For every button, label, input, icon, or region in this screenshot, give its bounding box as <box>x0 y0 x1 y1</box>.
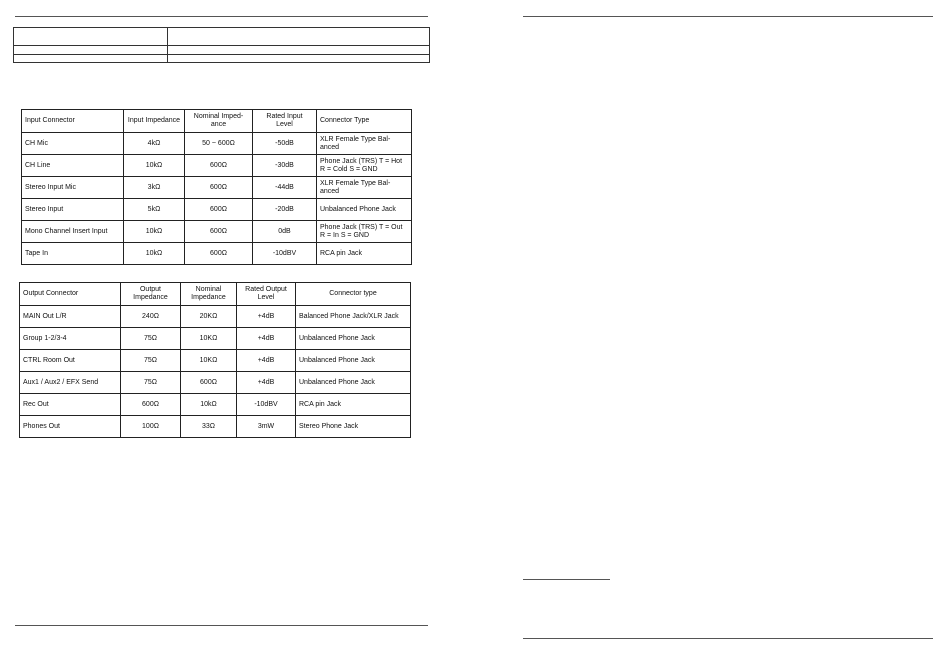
impedance-cell: 10kΩ <box>124 221 185 243</box>
header-cell: Output Impedance <box>121 283 181 306</box>
nominal-cell: 600Ω <box>185 243 253 265</box>
table-row <box>22 221 412 243</box>
nominal-cell: 33Ω <box>181 416 237 438</box>
level-cell: +4dB <box>237 306 296 328</box>
type-cell: Balanced Phone Jack/XLR Jack <box>296 306 411 328</box>
connector-cell: Group 1-2/3-4 <box>20 328 121 350</box>
level-cell: 0dB <box>253 221 317 243</box>
right-footer-rule <box>523 638 933 639</box>
level-cell: +4dB <box>237 350 296 372</box>
table-row <box>22 243 412 265</box>
type-cell: Unbalanced Phone Jack <box>296 350 411 372</box>
impedance-cell: 10kΩ <box>124 243 185 265</box>
input-connector-table <box>21 109 412 265</box>
connector-cell: CH Mic <box>22 133 124 155</box>
table-header-row <box>20 283 411 306</box>
impedance-cell: 5kΩ <box>124 199 185 221</box>
nominal-cell: 600Ω <box>185 155 253 177</box>
header-cell: Connector type <box>296 283 411 306</box>
nominal-cell: 10KΩ <box>181 328 237 350</box>
nominal-cell: 10KΩ <box>181 350 237 372</box>
connector-cell: Mono Channel Insert Input <box>22 221 124 243</box>
left-footer-rule <box>15 625 428 626</box>
table-row <box>22 199 412 221</box>
connector-cell: Stereo Input <box>22 199 124 221</box>
type-cell: RCA pin Jack <box>317 243 412 265</box>
level-cell: +4dB <box>237 328 296 350</box>
table-row <box>14 28 430 46</box>
table-row <box>14 46 430 55</box>
impedance-cell: 75Ω <box>121 372 181 394</box>
nominal-cell: 600Ω <box>185 177 253 199</box>
connector-cell: Tape In <box>22 243 124 265</box>
table-row <box>20 416 411 438</box>
header-cell: Nominal Impedance <box>181 283 237 306</box>
table-row <box>14 55 430 63</box>
impedance-cell: 75Ω <box>121 328 181 350</box>
right-header-rule <box>523 16 933 17</box>
level-cell: -20dB <box>253 199 317 221</box>
level-cell: -44dB <box>253 177 317 199</box>
impedance-cell: 600Ω <box>121 394 181 416</box>
impedance-cell: 240Ω <box>121 306 181 328</box>
impedance-cell: 4kΩ <box>124 133 185 155</box>
header-cell: Input Impedance <box>124 110 185 133</box>
nominal-cell: 50 ~ 600Ω <box>185 133 253 155</box>
table-row <box>20 350 411 372</box>
connector-cell: Aux1 / Aux2 / EFX Send <box>20 372 121 394</box>
table-row <box>22 177 412 199</box>
header-cell: Nominal Imped- ance <box>185 110 253 133</box>
nominal-cell: 20KΩ <box>181 306 237 328</box>
impedance-cell: 3kΩ <box>124 177 185 199</box>
connector-cell: Rec Out <box>20 394 121 416</box>
right-footnote-rule <box>523 579 610 580</box>
table-row <box>20 372 411 394</box>
type-cell: Unbalanced Phone Jack <box>296 328 411 350</box>
type-cell: Unbalanced Phone Jack <box>317 199 412 221</box>
header-cell: Rated Output Level <box>237 283 296 306</box>
nominal-cell: 600Ω <box>185 221 253 243</box>
level-cell: -10dBV <box>253 243 317 265</box>
level-cell: +4dB <box>237 372 296 394</box>
level-cell: 3mW <box>237 416 296 438</box>
blank-table <box>13 27 430 63</box>
header-cell: Connector Type <box>317 110 412 133</box>
table-row <box>22 133 412 155</box>
type-cell: RCA pin Jack <box>296 394 411 416</box>
output-connector-table <box>19 282 411 438</box>
nominal-cell: 10kΩ <box>181 394 237 416</box>
header-cell: Output Connector <box>20 283 121 306</box>
table-header-row <box>22 110 412 133</box>
type-cell: Phone Jack (TRS) T = Out R = In S = GND <box>317 221 412 243</box>
table-row <box>20 394 411 416</box>
connector-cell: CTRL Room Out <box>20 350 121 372</box>
impedance-cell: 10kΩ <box>124 155 185 177</box>
type-cell: Unbalanced Phone Jack <box>296 372 411 394</box>
connector-cell: Phones Out <box>20 416 121 438</box>
nominal-cell: 600Ω <box>181 372 237 394</box>
type-cell: XLR Female Type Bal- anced <box>317 133 412 155</box>
level-cell: -10dBV <box>237 394 296 416</box>
level-cell: -30dB <box>253 155 317 177</box>
type-cell: Phone Jack (TRS) T = Hot R = Cold S = GND <box>317 155 412 177</box>
header-cell: Rated Input Level <box>253 110 317 133</box>
connector-cell: MAIN Out L/R <box>20 306 121 328</box>
type-cell: XLR Female Type Bal- anced <box>317 177 412 199</box>
nominal-cell: 600Ω <box>185 199 253 221</box>
table-row <box>20 306 411 328</box>
connector-cell: Stereo Input Mic <box>22 177 124 199</box>
impedance-cell: 100Ω <box>121 416 181 438</box>
type-cell: Stereo Phone Jack <box>296 416 411 438</box>
level-cell: -50dB <box>253 133 317 155</box>
table-row <box>22 155 412 177</box>
header-cell: Input Connector <box>22 110 124 133</box>
left-header-rule <box>15 16 428 17</box>
table-row <box>20 328 411 350</box>
connector-cell: CH Line <box>22 155 124 177</box>
impedance-cell: 75Ω <box>121 350 181 372</box>
